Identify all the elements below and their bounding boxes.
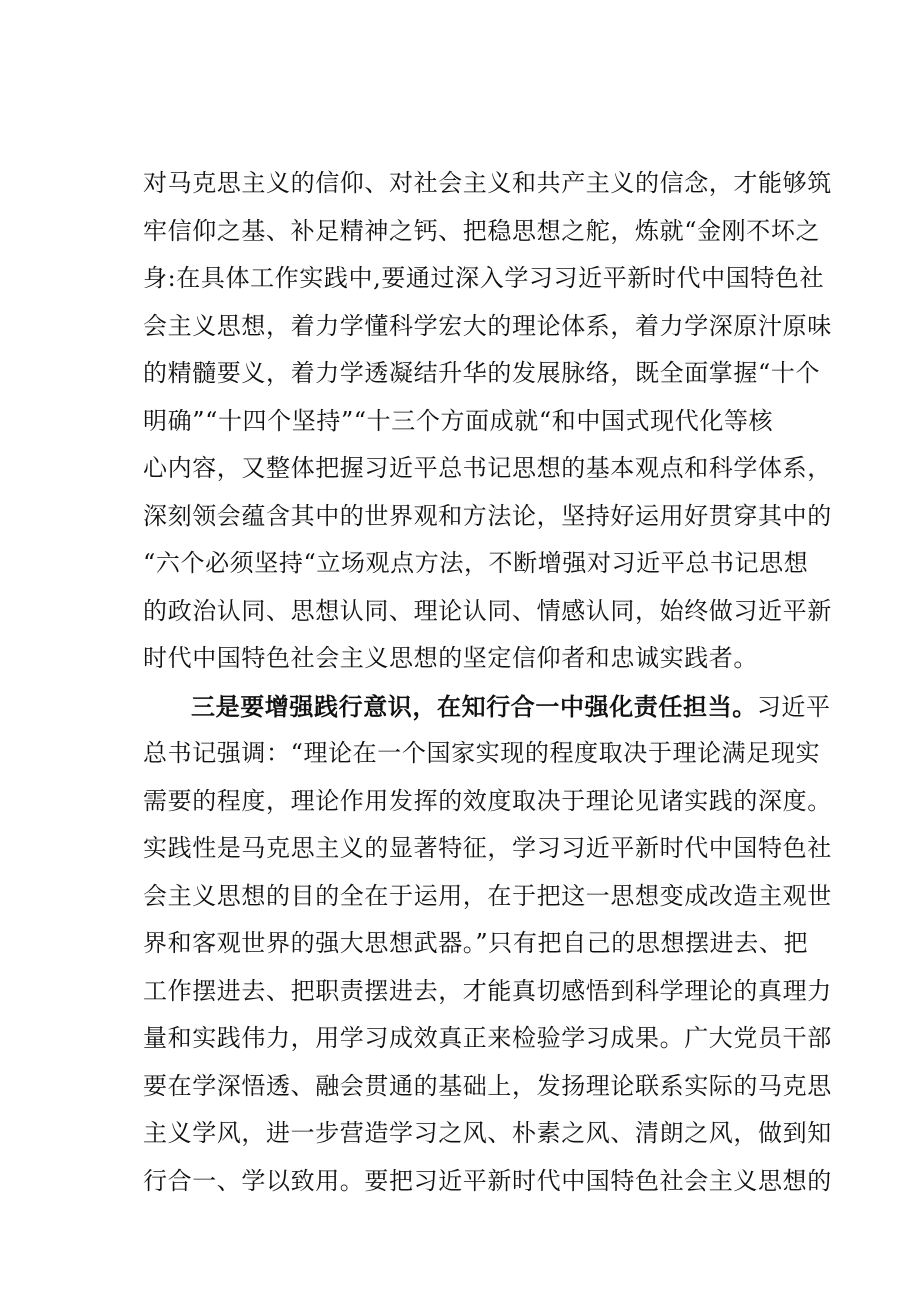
paragraph-2-line: 量和实践伟力，用学习成效真正来检验学习成果。广大党员干部: [143, 1024, 832, 1052]
paragraph-1-line: 对马克思主义的信仰、对社会主义和共产主义的信念，才能够筑: [143, 169, 832, 197]
paragraph-2-line: 总书记强调：“理论在一个国家实现的程度取决于理论满足现实: [143, 739, 821, 767]
paragraph-2-heading: 三是要增强践行意识，在知行合一中强化责任担当。: [191, 691, 757, 721]
paragraph-2-first-line: [143, 683, 831, 731]
paragraph-2-line: 行合一、学以致用。要把习近平新时代中国特色社会主义思想的: [143, 1166, 832, 1195]
body-text: [143, 160, 832, 1205]
paragraph-1-line: 心内容，又整体把握习近平总书记思想的基本观点和科学体系，: [143, 454, 832, 482]
paragraph-2-line: 主义学风，进一步营造学习之风、朴素之风、清朗之风，做到知: [143, 1119, 832, 1147]
paragraph-2-line: 界和客观世界的强大思想武器。”只有把自己的思想摆进去、把: [143, 929, 809, 957]
paragraph-1-line: 的精髓要义，着力学透凝结升华的发展脉络，既全面掌握“十个: [143, 359, 821, 387]
paragraph-1-line: 的政治认同、思想认同、理论认同、情感认同，始终做习近平新: [143, 596, 832, 625]
paragraph-1-line: 明确”“十四个坚持”“十三个方面成就“和中国式现代化等核: [143, 406, 774, 435]
paragraph-1-line: 身:在具体工作实践中,要通过深入学习习近平新时代中国特色社: [143, 264, 825, 292]
paragraph-2-line: 需要的程度，理论作用发挥的效度取决于理论见诸实践的深度。: [143, 786, 832, 815]
paragraph-1-line: 深刻领会蕴含其中的世界观和方法论，坚持好运用好贯穿其中的: [143, 501, 832, 530]
paragraph-1-line: “六个必须坚持“立场观点方法，不断增强对习近平总书记思想: [143, 549, 809, 577]
paragraph-2-line: 工作摆进去、把职责摆进去，才能真切感悟到科学理论的真理力: [143, 976, 832, 1005]
paragraph-2-line: 要在学深悟透、融会贯通的基础上，发扬理论联系实际的马克思: [143, 1071, 832, 1100]
paragraph-1-line: 时代中国特色社会主义思想的坚定信仰者和忠诚实践者。: [143, 644, 758, 672]
paragraph-2-line: 会主义思想的目的全在于运用，在于把这一思想变成改造主观世: [143, 881, 832, 910]
paragraph-1: [143, 160, 832, 683]
paragraph-1-line: 会主义思想，着力学懂科学宏大的理论体系，着力学深原汁原味: [143, 311, 832, 340]
paragraph-1-line: 牢信仰之基、补足精神之钙、把稳思想之舵，炼就“金刚不坏之: [143, 216, 821, 245]
paragraph-2-first-line-rest: 习近平: [756, 692, 831, 721]
paragraph-2-line: 实践性是马克思主义的显著特征，学习习近平新时代中国特色社: [143, 834, 832, 862]
paragraph-2: [143, 683, 832, 1206]
